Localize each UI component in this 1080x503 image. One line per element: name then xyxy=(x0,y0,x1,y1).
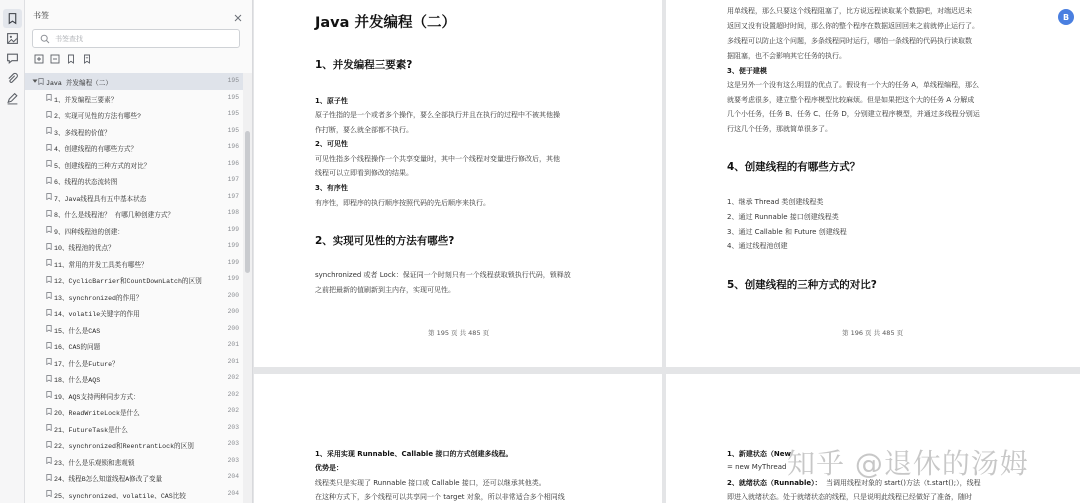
bookmark-label: 9、四种线程池的创建： xyxy=(54,228,124,236)
bookmark-page: 199 xyxy=(227,258,239,266)
bookmark-page: 202 xyxy=(227,407,239,414)
subheading: 3、有序性 xyxy=(315,184,348,192)
bookmark-label: 8、什么是线程池？ 有哪几种创建方式？ xyxy=(54,212,175,219)
bookmark-icon xyxy=(46,441,52,448)
bookmark-item[interactable] xyxy=(25,139,243,156)
bookmark-icon xyxy=(46,94,52,101)
page-title: Java 并发编程（二） xyxy=(315,15,456,31)
bookmark-page: 199 xyxy=(227,242,239,249)
bookmark-label: 11、常用的并发工具类有哪些？ xyxy=(54,261,148,269)
list-item: 1、继承 Thread 类创建线程类 xyxy=(727,198,824,206)
bookmark-item[interactable] xyxy=(25,370,243,387)
bookmark-page: 203 xyxy=(227,440,239,447)
bookmark-page: 200 xyxy=(227,291,239,299)
bookmark-label: 12、CyclicBarrier和CountDownLatch的区别 xyxy=(54,278,202,285)
bookmark-item[interactable] xyxy=(25,271,243,288)
bookmark-page: 201 xyxy=(227,341,239,348)
bookmark-label: 22、synchronized和ReentrantLock的区别 xyxy=(54,443,194,450)
paragraph-line: 当调用线程对象的 start()方法（t.start();），线程 xyxy=(826,479,981,487)
bookmark-icon xyxy=(46,342,52,349)
bookmark-label: 21、FutureTask是什么 xyxy=(54,426,128,434)
bookmark-icon xyxy=(46,276,52,283)
bookmark-label: 14、volatile关键字的作用 xyxy=(54,311,140,318)
panel-title: 书签 xyxy=(33,11,49,20)
bookmark-icon xyxy=(46,177,52,184)
bookmark-panel xyxy=(25,0,253,503)
attachment-rail-icon[interactable] xyxy=(3,69,22,88)
subheading: 1、采用实现 Runnable、Callable 接口的方式创建多线程。 xyxy=(315,450,513,458)
bookmark-icon xyxy=(46,193,52,200)
bookmark-scrollbar[interactable] xyxy=(243,73,252,503)
page-footer: 第 195 页 共 485 页 xyxy=(428,329,490,337)
bookmark-item[interactable] xyxy=(25,321,243,338)
bookmark-rail-icon[interactable] xyxy=(3,9,22,28)
scrollbar-thumb[interactable] xyxy=(245,131,250,273)
assistant-float-label: B xyxy=(1062,12,1070,22)
bookmark-item[interactable] xyxy=(25,156,243,173)
bookmark-icon xyxy=(46,210,52,217)
bookmark-icon xyxy=(46,490,52,497)
bookmark-label: Java 并发编程（二） xyxy=(46,80,112,87)
page-197-left xyxy=(254,374,662,503)
paragraph-line: 之前把最新的值刷新到主内存，实现可见性。 xyxy=(315,286,455,294)
bookmark-label: 1、并发编程三要素？ xyxy=(54,96,118,104)
bookmark-icon xyxy=(46,160,52,167)
paragraph-line: 返回又没有设置超时时间，那么你的整个程序在数据返回回来之前就停止运行了。 xyxy=(727,22,979,30)
bookmark-icon xyxy=(46,408,52,415)
bookmark-search[interactable] xyxy=(32,29,240,48)
bookmark-page: 199 xyxy=(227,275,239,282)
bookmark-page: 196 xyxy=(227,159,239,167)
bookmark-label: 18、什么是AQS xyxy=(54,377,101,384)
bookmark-item[interactable] xyxy=(25,453,243,470)
bookmark-icon xyxy=(46,358,52,365)
bookmark-label: 17、什么是Future？ xyxy=(54,360,119,368)
document-viewport[interactable] xyxy=(253,0,1080,503)
bookmark-item[interactable] xyxy=(25,420,243,437)
collapse-all-icon[interactable] xyxy=(49,53,61,65)
paragraph-line: 即进入就绪状态。处于就绪状态的线程，只是说明此线程已经做好了准备，随时 xyxy=(727,493,972,501)
paragraph-line: = new MyThread xyxy=(727,463,787,471)
bookmark-label: 16、CAS的问题 xyxy=(54,344,101,351)
bookmark-page: 198 xyxy=(227,209,239,216)
paragraph-line: 用单线程，那么只要这个线程阻塞了，比方说远程读取某个数据吧，对端迟迟未 xyxy=(727,7,972,15)
paragraph-line: 多线程可以防止这个问题，多条线程同时运行，哪怕一条线程的代码执行读取数 xyxy=(727,37,972,45)
bookmark-page: 200 xyxy=(227,324,239,332)
bookmark-item[interactable] xyxy=(25,189,243,206)
paragraph-line: 据阻塞，也不会影响其它任务的执行。 xyxy=(727,52,846,60)
paragraph-line: 就要考虑很多，建立整个程序模型比较麻烦。但是如果把这个大的任务 A 分解成 xyxy=(727,96,975,104)
bookmark-item[interactable] xyxy=(25,90,243,107)
bookmark-page: 202 xyxy=(227,390,239,398)
bookmark-icon xyxy=(46,474,52,481)
bookmark-page: 201 xyxy=(227,357,239,365)
subheading: 1、原子性 xyxy=(315,97,348,105)
bookmark-item[interactable] xyxy=(25,238,243,255)
bookmark-icon xyxy=(46,325,52,332)
subheading: 3、便于建模 xyxy=(727,67,767,75)
bookmark-page: 195 xyxy=(227,126,239,134)
bookmark-item[interactable] xyxy=(25,172,243,189)
add-bookmark-icon[interactable] xyxy=(65,53,77,65)
bookmark-label: 20、ReadWriteLock是什么 xyxy=(54,410,140,417)
bookmark-item[interactable] xyxy=(25,123,243,140)
bookmark-page: 196 xyxy=(227,143,239,150)
bookmark-item[interactable] xyxy=(25,436,243,453)
bookmark-page: 203 xyxy=(227,456,239,464)
paragraph-line: 有序性，即程序的执行顺序按照代码的先后顺序来执行。 xyxy=(315,199,490,207)
bookmark-label: 3、多线程的价值？ xyxy=(54,129,111,137)
paragraph-line: 几个小任务，任务 B、任务 C、任务 D，分别建立程序模型，并通过多线程分别运 xyxy=(727,110,980,118)
bookmark-label: 24、线程B怎么知道线程A修改了变量 xyxy=(54,476,163,483)
close-icon[interactable] xyxy=(232,9,244,21)
bookmark-label: 19、AQS支持两种同步方式： xyxy=(54,393,140,401)
assistant-float-icon[interactable] xyxy=(1058,9,1074,25)
signature-rail-icon[interactable] xyxy=(3,89,22,108)
bookmark-page: 204 xyxy=(227,489,239,497)
heading: 1、并发编程三要素? xyxy=(315,59,413,71)
paragraph-line: 这是另外一个没有这么明显的优点了。假设有一个大的任务 A，单线程编程，那么 xyxy=(727,81,980,89)
bookmark-label: 6、线程的状态流转图 xyxy=(54,179,118,186)
list-item: 3、通过 Callable 和 Future 创建线程 xyxy=(727,228,847,236)
bookmark-item[interactable] xyxy=(25,486,243,503)
bookmark-item[interactable] xyxy=(25,255,243,272)
bookmark-label: 10、线程池的优点？ xyxy=(54,245,115,252)
paragraph-line: 行这几个任务，那就简单很多了。 xyxy=(727,125,832,133)
bookmark-toolbar xyxy=(33,53,93,67)
subheading: 2、就绪状态（Runnable）： xyxy=(727,479,822,487)
bookmark-icon xyxy=(46,127,52,134)
bookmark-page: 197 xyxy=(227,176,239,183)
bookmark-icon xyxy=(46,309,52,316)
paragraph-line: synchronized 或者 Lock：保证同一个时刻只有一个线程获取锁执行代码，锁释放 xyxy=(315,271,571,279)
subheading: 1、新建状态（New xyxy=(727,450,791,458)
subheading: 优势是： xyxy=(315,464,343,472)
bookmark-item[interactable] xyxy=(25,205,243,222)
bookmark-page: 204 xyxy=(227,473,239,480)
bookmark-search-input[interactable] xyxy=(55,32,235,46)
search-icon xyxy=(40,34,50,44)
page-198-right xyxy=(666,374,1080,503)
bookmark-page: 200 xyxy=(227,308,239,315)
paragraph-line: 可见性指多个线程操作一个共享变量时，其中一个线程对变量进行修改后，其他 xyxy=(315,155,560,163)
page-footer: 第 196 页 共 485 页 xyxy=(842,329,904,337)
bookmark-icon xyxy=(46,375,52,382)
bookmark-item[interactable] xyxy=(25,469,243,486)
bookmark-icon xyxy=(46,226,52,233)
bookmark-icon xyxy=(46,424,52,431)
page-195 xyxy=(254,0,662,367)
bookmark-icon xyxy=(38,78,44,85)
paragraph-line: 作打断，要么就全部都不执行。 xyxy=(315,126,413,134)
page-196 xyxy=(666,0,1080,367)
list-item: 4、通过线程池创建 xyxy=(727,242,788,250)
bookmark-icon xyxy=(46,292,52,299)
bookmark-item[interactable] xyxy=(25,403,243,420)
paragraph-line: 线程类只是实现了 Runnable 接口或 Callable 接口，还可以继承其他类。 xyxy=(315,479,546,487)
bookmark-page: 197 xyxy=(227,192,239,200)
bookmark-page: 195 xyxy=(227,77,239,84)
heading: 5、创建线程的三种方式的对比? xyxy=(727,279,877,291)
paragraph-line: 在这种方式下，多个线程可以共享同一个 target 对象，所以非常适合多个相同线 xyxy=(315,493,565,501)
bookmark-label: 4、创建线程的有哪些方式？ xyxy=(54,146,138,153)
bookmark-item[interactable] xyxy=(25,106,243,123)
list-item: 2、通过 Runnable 接口创建线程类 xyxy=(727,213,839,221)
bookmark-icon xyxy=(46,391,52,398)
bookmark-page: 195 xyxy=(227,110,239,117)
bookmark-page: 199 xyxy=(227,225,239,233)
bookmark-icon xyxy=(46,457,52,464)
bookmark-item[interactable] xyxy=(25,354,243,371)
bookmark-label: 25、synchronized、volatile、CAS比较 xyxy=(54,492,186,500)
bookmark-item[interactable] xyxy=(25,288,243,305)
left-rail xyxy=(0,0,25,503)
bookmark-icon xyxy=(46,144,52,151)
bookmark-page: 202 xyxy=(227,374,239,381)
comment-rail-icon[interactable] xyxy=(3,49,22,68)
bookmark-item[interactable] xyxy=(25,222,243,239)
bookmark-tree xyxy=(25,73,243,503)
heading: 4、创建线程的有哪些方式？ xyxy=(727,161,861,173)
bookmark-root-item[interactable] xyxy=(25,73,243,90)
expand-all-icon[interactable] xyxy=(33,53,45,65)
bookmark-page: 203 xyxy=(227,423,239,431)
bookmark-icon xyxy=(46,111,52,118)
bookmark-label: 15、什么是CAS xyxy=(54,327,101,335)
bookmark-label: 23、什么是乐观锁和悲观锁 xyxy=(54,459,135,467)
bookmark-icon xyxy=(46,259,52,266)
bookmark-item[interactable] xyxy=(25,337,243,354)
bookmark-icon xyxy=(46,243,52,250)
watermark: 知乎 @退休的汤姆 xyxy=(787,447,1029,480)
bookmark-label: 7、Java线程具有五中基本状态 xyxy=(54,195,147,203)
paragraph-line: 原子性指的是一个或者多个操作，要么全部执行并且在执行的过程中不被其他操 xyxy=(315,111,560,119)
bookmark-page: 195 xyxy=(227,93,239,101)
paragraph-line: 线程可以立即看到修改的结果。 xyxy=(315,169,413,177)
bookmark-label: 13、synchronized的作用？ xyxy=(54,294,143,302)
bookmark-label: 2、实现可见性的方法有哪些? xyxy=(54,113,142,120)
thumbnail-rail-icon[interactable] xyxy=(3,29,22,48)
bookmark-label: 5、创建线程的三种方式的对比？ xyxy=(54,162,151,170)
bookmark-item[interactable] xyxy=(25,387,243,404)
subheading: 2、可见性 xyxy=(315,140,348,148)
bookmark-item[interactable] xyxy=(25,304,243,321)
heading: 2、实现可见性的方法有哪些? xyxy=(315,235,455,247)
delete-bookmark-icon[interactable] xyxy=(81,53,93,65)
